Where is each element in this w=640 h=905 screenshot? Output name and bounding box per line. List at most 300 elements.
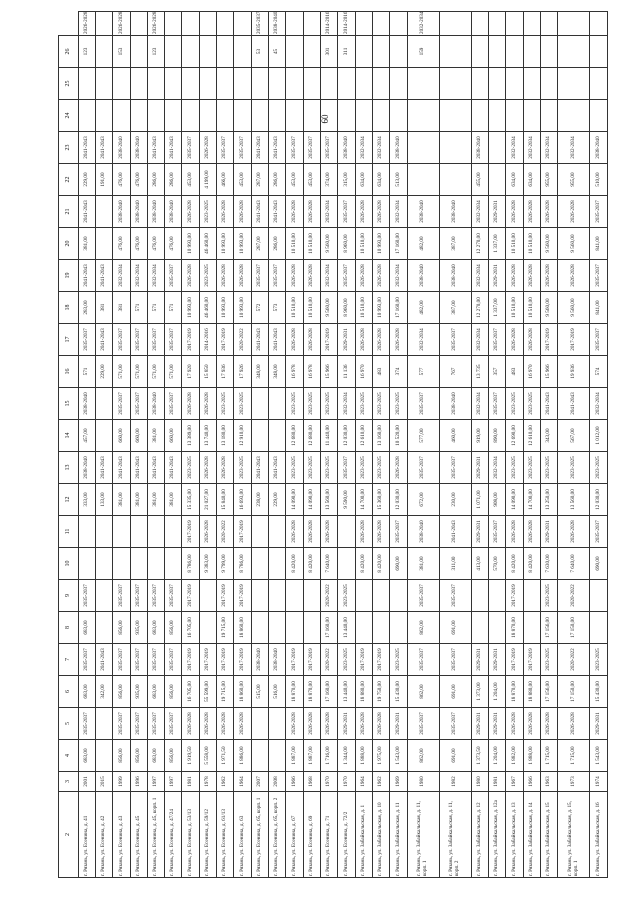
table-cell <box>286 612 303 644</box>
table-cell: 286,00 <box>165 164 182 196</box>
table-cell: 14 090,00 <box>303 484 320 516</box>
table-cell: 2023-2025 <box>540 644 557 676</box>
table-cell: 2041-2043 <box>78 260 95 292</box>
table-cell: 2035-2037 <box>488 324 505 356</box>
table-cell <box>130 100 147 132</box>
table-cell: 387,00 <box>439 292 471 324</box>
table-cell: 13 180,00 <box>217 420 234 452</box>
table-cell <box>488 612 505 644</box>
table-cell: 2032-2034 <box>320 196 337 228</box>
table-cell: 348,00 <box>251 356 268 388</box>
table-cell: 2017-2019 <box>320 324 337 356</box>
table-cell: 287,00 <box>251 164 268 196</box>
table-cell: 2023-2025 <box>355 452 372 484</box>
table-cell: 2035-2037 <box>147 580 164 612</box>
table-cell <box>269 388 286 420</box>
table-cell: 2038-2040 <box>147 388 164 420</box>
table-cell: 12 690,00 <box>506 420 523 452</box>
table-cell: 10 510,00 <box>303 292 320 324</box>
table-cell: 8 420,00 <box>506 548 523 580</box>
table-row <box>372 12 389 878</box>
table-cell: 2035-2037 <box>286 132 303 164</box>
table-cell: 2026-2028 <box>182 260 199 292</box>
table-cell: 2026-2028 <box>523 260 540 292</box>
table-cell: 374 <box>390 356 407 388</box>
table-cell: 2041-2043 <box>95 644 112 676</box>
table-cell: 862,00 <box>407 612 439 644</box>
table-cell: 17 156,00 <box>540 612 557 644</box>
table-cell: 1968 <box>303 772 320 792</box>
table-cell: 2026-2028 <box>355 708 372 740</box>
table-cell <box>471 100 488 132</box>
table-cell: 2041-2043 <box>95 324 112 356</box>
table-cell: 2041-2043 <box>269 324 286 356</box>
table-cell: 856,00 <box>130 740 147 772</box>
table-cell: 2026-2028 <box>234 708 251 740</box>
table-cell: 567,00 <box>558 420 590 452</box>
table-cell <box>269 612 286 644</box>
header-cell: 4 <box>59 740 79 772</box>
table-cell: 1 715,00 <box>558 740 590 772</box>
table-cell: 2038-2040 <box>78 452 95 484</box>
table-cell: 12 680,00 <box>303 420 320 452</box>
table-cell <box>269 548 286 580</box>
table-cell: 2041-2043 <box>147 132 164 164</box>
table-cell: 53 <box>251 36 268 68</box>
table-cell: 691,00 <box>439 612 471 644</box>
table-cell: 16 970 <box>523 356 540 388</box>
table-cell: 571,00 <box>130 356 147 388</box>
table-cell: 2026-2028 <box>558 516 590 548</box>
table-cell: 10 993,00 <box>217 292 234 324</box>
table-cell: 453,00 <box>286 164 303 196</box>
table-cell <box>523 100 540 132</box>
address-cell: г. Рязань, ул. Забайкальская, д. 15, корп. 1 <box>558 792 590 878</box>
table-cell: 2023-2025 <box>506 388 523 420</box>
table-cell <box>338 100 355 132</box>
table-cell: 2032-2034 <box>540 132 557 164</box>
table-cell: 14 090,00 <box>506 484 523 516</box>
table-cell: 510,00 <box>590 164 608 196</box>
table-cell: 2029-2031 <box>590 708 608 740</box>
table-cell: 571,00 <box>165 356 182 388</box>
table-cell: 13 560,00 <box>558 484 590 516</box>
table-cell: 18 880,00 <box>523 676 540 708</box>
table-cell <box>269 580 286 612</box>
table-cell <box>355 36 372 68</box>
table-cell: 5 558,00 <box>199 740 216 772</box>
address-cell: г. Рязань, ул. Есенина, д. 45 <box>130 792 147 878</box>
table-cell: 2017-2019 <box>286 644 303 676</box>
table-cell: 13 250,00 <box>540 484 557 516</box>
table-cell: 2023-2025 <box>390 644 407 676</box>
table-cell: 381,00 <box>130 484 147 516</box>
table-cell <box>488 164 505 196</box>
table-cell <box>590 36 608 68</box>
table-cell: 286,00 <box>269 164 286 196</box>
table-row <box>182 12 199 878</box>
table-cell: 2038-2040 <box>251 644 268 676</box>
table-cell: 2001 <box>78 772 95 792</box>
table-cell: 2014-2016 <box>199 324 216 356</box>
table-cell <box>390 68 407 100</box>
table-cell: 2029-2031 <box>338 324 355 356</box>
table-cell: 513,00 <box>390 164 407 196</box>
table-cell <box>407 132 439 164</box>
table-row <box>130 12 147 878</box>
address-cell: г. Рязань, ул. Есенина, д. 59/12 <box>199 792 216 878</box>
table-cell: 2041-2043 <box>165 132 182 164</box>
table-cell: 2041-2043 <box>78 132 95 164</box>
table-cell: 15 430,00 <box>590 676 608 708</box>
table-cell: 2026-2028 <box>199 516 216 548</box>
table-cell: 10 510,00 <box>355 228 372 260</box>
header-cell: 14 <box>59 420 79 452</box>
table-cell: 2035-2037 <box>165 644 182 676</box>
table-cell <box>523 12 540 36</box>
table-cell: 2038-2040 <box>471 132 488 164</box>
table-cell: 2035-2037 <box>269 260 286 292</box>
table-cell: 2032-2034 <box>338 388 355 420</box>
table-cell: 10 993,00 <box>234 292 251 324</box>
table-cell <box>165 68 182 100</box>
table-cell: 9 560,00 <box>320 292 337 324</box>
table-cell: 342,00 <box>95 676 112 708</box>
table-cell: 19 750,00 <box>372 676 389 708</box>
table-cell: 841,00 <box>590 228 608 260</box>
table-cell: 2026-2028 <box>303 708 320 740</box>
table-cell: 381,00 <box>113 484 130 516</box>
table-cell: 8 786,00 <box>234 548 251 580</box>
table-cell <box>182 36 199 68</box>
table-cell: 1967 <box>506 772 523 792</box>
table-cell <box>130 516 147 548</box>
table-cell: 2032-2034 <box>558 132 590 164</box>
table-cell: 2041-2043 <box>251 132 268 164</box>
table-cell: 2017-2019 <box>182 516 199 548</box>
table-cell: 2026-2028 <box>286 708 303 740</box>
table-cell: 2017-2019 <box>506 644 523 676</box>
address-cell: г. Рязань, ул. Есенина, д. 41 <box>78 792 95 878</box>
table-cell: 571 <box>165 292 182 324</box>
table-cell <box>488 100 505 132</box>
table-cell <box>130 548 147 580</box>
table-cell: 683,00 <box>78 740 95 772</box>
table-cell: 9 383,00 <box>199 548 216 580</box>
table-cell: 2026-2028 <box>234 260 251 292</box>
table-cell: 12 030,00 <box>338 420 355 452</box>
table-cell: 16 705,00 <box>182 612 199 644</box>
table-cell: 2020-2022 <box>320 580 337 612</box>
table-cell: 2035-2037 <box>407 644 439 676</box>
table-cell: 2032-2034 <box>390 196 407 228</box>
table-cell: 2041-2043 <box>95 452 112 484</box>
table-row <box>439 12 471 878</box>
table-cell <box>303 612 320 644</box>
table-cell <box>390 612 407 644</box>
table-cell: 14 700,00 <box>355 484 372 516</box>
table-cell: 2041-2043 <box>95 260 112 292</box>
table-cell: 2026-2028 <box>320 708 337 740</box>
table-cell: 2017-2019 <box>182 644 199 676</box>
table-row <box>523 12 540 878</box>
table-cell: 571,00 <box>113 356 130 388</box>
table-cell <box>113 548 130 580</box>
table-cell: 767 <box>439 356 471 388</box>
header-cell: 15 <box>59 388 79 420</box>
table-cell: 2041-2043 <box>269 196 286 228</box>
table-cell: 2035-2037 <box>130 324 147 356</box>
table-cell: 18 870,00 <box>303 676 320 708</box>
table-cell <box>286 100 303 132</box>
table-cell: 238,00 <box>251 484 268 516</box>
table-cell: 2038-2040 <box>78 388 95 420</box>
table-cell: 2023-2025 <box>590 644 608 676</box>
table-cell: 1962 <box>217 772 234 792</box>
table-cell: 2026-2028 <box>182 196 199 228</box>
table-cell <box>182 12 199 36</box>
table-cell <box>488 36 505 68</box>
table-cell <box>165 100 182 132</box>
table-cell <box>217 36 234 68</box>
table-cell <box>165 548 182 580</box>
table-cell: 2026-2028 <box>234 196 251 228</box>
table-cell <box>372 580 389 612</box>
data-table <box>58 11 608 878</box>
address-cell: г. Рязань, ул. Забайкальская, д. 15 <box>540 792 557 878</box>
table-cell: 381 <box>113 292 130 324</box>
table-cell: 15 430,00 <box>390 676 407 708</box>
table-cell: 2041-2043 <box>113 452 130 484</box>
table-cell: 9 560,00 <box>540 292 557 324</box>
table-cell: 10 993,00 <box>234 228 251 260</box>
header-cell: 22 <box>59 164 79 196</box>
table-cell: 13 560,00 <box>320 484 337 516</box>
table-cell: 2032-2034 <box>407 324 439 356</box>
table-cell: 2041-2043 <box>130 452 147 484</box>
table-cell <box>303 100 320 132</box>
table-cell: 2032-2034 <box>471 196 488 228</box>
table-cell <box>286 12 303 36</box>
table-cell <box>199 68 216 100</box>
table-cell: 2026-2028 <box>372 196 389 228</box>
table-cell <box>590 68 608 100</box>
table-cell: 2038-2040 <box>269 12 286 36</box>
header-cell: 13 <box>59 452 79 484</box>
table-cell: 571 <box>78 356 95 388</box>
table-cell <box>506 12 523 36</box>
table-cell: 14 090,00 <box>286 484 303 516</box>
table-cell <box>390 580 407 612</box>
table-cell <box>269 708 286 740</box>
table-cell: 12 270,00 <box>471 228 488 260</box>
table-cell <box>251 388 268 420</box>
table-cell: 15 966 <box>320 356 337 388</box>
table-cell: 15 840,00 <box>217 484 234 516</box>
table-cell: 381,00 <box>407 548 439 580</box>
header-cell: 5 <box>59 708 79 740</box>
table-cell: 2032-2034 <box>372 132 389 164</box>
header-cell: 24 <box>59 100 79 132</box>
table-cell: 2023-2025 <box>234 452 251 484</box>
table-cell: 2026-2028 <box>523 324 540 356</box>
table-cell <box>303 36 320 68</box>
table-cell: 283,00 <box>78 292 95 324</box>
header-cell: 10 <box>59 548 79 580</box>
table-cell: 2038-2040 <box>590 132 608 164</box>
table-cell <box>95 36 112 68</box>
table-cell <box>78 516 95 548</box>
address-cell: г. Рязань, ул. Есенина, д. 53/13 <box>182 792 199 878</box>
table-cell <box>95 708 112 740</box>
table-cell: 286,00 <box>147 164 164 196</box>
table-cell: 17 926 <box>234 356 251 388</box>
table-cell: 2041-2043 <box>95 132 112 164</box>
table-cell <box>390 100 407 132</box>
table-cell <box>558 100 590 132</box>
table-cell: 191,00 <box>95 164 112 196</box>
table-cell <box>286 580 303 612</box>
table-cell: 2026-2028 <box>286 516 303 548</box>
table-cell: 1969 <box>390 772 407 792</box>
table-row <box>407 12 439 878</box>
table-row <box>355 12 372 878</box>
table-cell: 1982 <box>439 772 471 792</box>
table-cell: 12 610,00 <box>523 420 540 452</box>
table-cell <box>540 12 557 36</box>
table-cell: 1 888,00 <box>355 740 372 772</box>
table-cell: 2020-2022 <box>558 580 590 612</box>
table-cell <box>372 68 389 100</box>
table-cell <box>165 12 182 36</box>
table-cell: 8 420,00 <box>372 548 389 580</box>
table-cell: 2032-2034 <box>488 452 505 484</box>
table-cell: 7 640,00 <box>320 548 337 580</box>
table-cell: 1978 <box>199 772 216 792</box>
table-cell <box>95 68 112 100</box>
table-cell: 2035-2037 <box>338 260 355 292</box>
address-cell: г. Рязань, ул. Забайкальская, д. 11, корп. 1 <box>407 792 439 878</box>
table-cell: 2029-2031 <box>488 644 505 676</box>
address-cell: г. Рязань, ул. Забайкальская, д. 12 <box>471 792 488 878</box>
table-cell <box>95 740 112 772</box>
table-cell: 2017-2019 <box>355 644 372 676</box>
table-cell: 572 <box>251 292 268 324</box>
table-cell: 634,00 <box>372 164 389 196</box>
table-cell: 2035-2037 <box>165 324 182 356</box>
table-cell <box>355 12 372 36</box>
table-cell: 2023-2025 <box>338 580 355 612</box>
table-cell: 2029-2031 <box>471 644 488 676</box>
table-cell: 2023-2025 <box>523 452 540 484</box>
table-cell: 2026-2028 <box>286 324 303 356</box>
table-cell: 2026-2028 <box>506 324 523 356</box>
table-cell: 577 <box>407 356 439 388</box>
table-cell: 153 <box>113 36 130 68</box>
table-cell <box>234 68 251 100</box>
table-cell: 1 204,00 <box>488 740 505 772</box>
table-cell <box>407 68 439 100</box>
table-cell: 10 510,00 <box>286 292 303 324</box>
table-cell: 17 160,00 <box>390 292 407 324</box>
table-cell: 21 027,00 <box>199 484 216 516</box>
table-cell: 2032-2034 <box>471 260 488 292</box>
header-cell: 12 <box>59 484 79 516</box>
table-cell: 2029-2031 <box>540 516 557 548</box>
table-cell: 2026-2028 <box>113 12 130 36</box>
table-cell <box>558 68 590 100</box>
table-cell: 14 700,00 <box>523 484 540 516</box>
table-cell: 1981 <box>182 772 199 792</box>
table-cell: 2035-2037 <box>113 708 130 740</box>
address-cell: г. Рязань, ул. Забайкальская, д. 13 <box>506 792 523 878</box>
table-cell: 570,00 <box>488 548 505 580</box>
table-cell: 2035-2037 <box>165 260 182 292</box>
table-cell: 1970 <box>320 772 337 792</box>
table-cell: 2032-2034 <box>355 132 372 164</box>
table-cell: 2029-2031 <box>488 708 505 740</box>
header-cell: 3 <box>59 772 79 792</box>
table-cell <box>558 12 590 36</box>
table-row <box>78 12 95 878</box>
table-cell <box>540 36 557 68</box>
table-cell <box>95 388 112 420</box>
table-cell: 315,00 <box>338 164 355 196</box>
table-cell <box>95 612 112 644</box>
table-cell: 229,00 <box>78 164 95 196</box>
table-cell: 381,00 <box>78 228 95 260</box>
table-cell: 2035-2037 <box>78 644 95 676</box>
table-cell <box>95 100 112 132</box>
table-cell <box>165 516 182 548</box>
table-cell: 2023-2025 <box>590 452 608 484</box>
table-cell: 2035-2037 <box>78 580 95 612</box>
table-row <box>234 12 251 878</box>
table-cell: 2017-2019 <box>234 580 251 612</box>
table-cell: 672,00 <box>407 484 439 516</box>
table-cell: 660,00 <box>130 420 147 452</box>
table-row <box>217 12 234 878</box>
table-cell <box>320 68 337 100</box>
address-cell: г. Рязань, ул. Есенина, д. 45, корп. 1 <box>147 792 164 878</box>
table-row <box>320 12 337 878</box>
table-cell: 2035-2037 <box>130 708 147 740</box>
table-cell: 2026-2028 <box>372 516 389 548</box>
table-cell: 2035-2037 <box>113 388 130 420</box>
table-cell: 9 590,00 <box>338 484 355 516</box>
table-cell: 10 510,00 <box>506 228 523 260</box>
table-cell: 2035-2037 <box>439 324 471 356</box>
table-cell: 2035-2037 <box>78 324 95 356</box>
table-cell: 1 886,00 <box>234 740 251 772</box>
table-cell: 482,00 <box>407 228 439 260</box>
table-cell: 2041-2043 <box>251 452 268 484</box>
table-row <box>269 12 286 878</box>
table-row <box>338 12 355 878</box>
table-cell: 856,00 <box>113 740 130 772</box>
table-cell <box>372 612 389 644</box>
table-cell: 2035-2037 <box>590 260 608 292</box>
table-cell <box>558 36 590 68</box>
table-cell: 2026-2028 <box>286 260 303 292</box>
table-cell: 634,00 <box>355 164 372 196</box>
table-cell: 2026-2028 <box>199 708 216 740</box>
table-cell: 1 975,00 <box>372 740 389 772</box>
address-cell: г. Рязань, ул. Есенина, д. 42 <box>95 792 112 878</box>
table-cell: 333,00 <box>78 484 95 516</box>
table-cell <box>390 36 407 68</box>
table-cell: 691,00 <box>439 740 471 772</box>
